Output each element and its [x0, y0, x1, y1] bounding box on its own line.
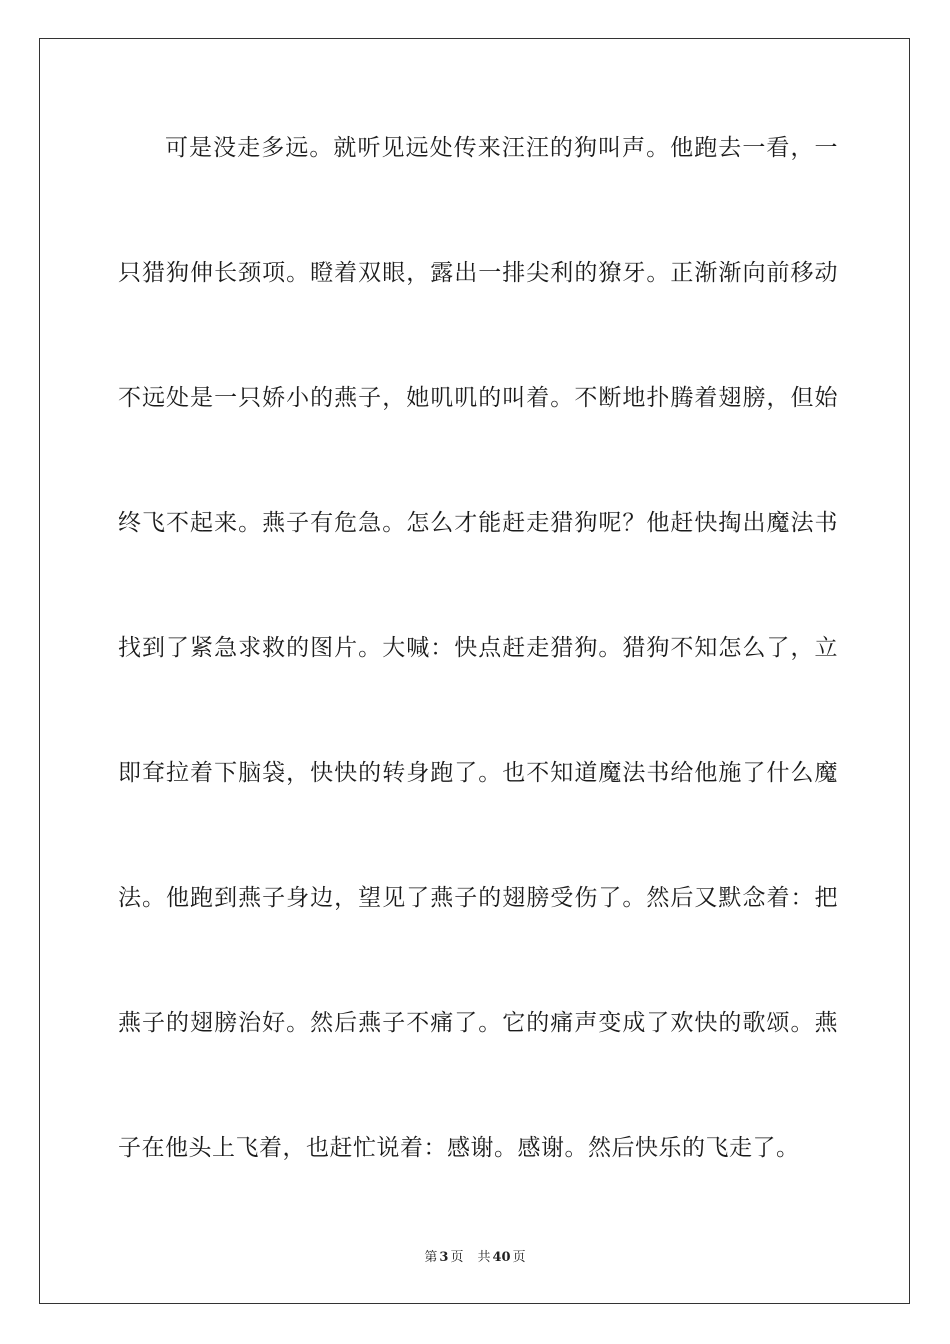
- page-number: 3: [439, 1250, 449, 1265]
- total-suffix: 页: [512, 1250, 526, 1265]
- paragraph-line-2: 只猎狗伸长颈项。瞪着双眼，露出一排尖利的獠牙。正渐渐向前移动: [118, 260, 838, 286]
- paragraph-line-5: 找到了紧急求救的图片。大喊：快点赶走猎狗。猎狗不知怎么了，立: [118, 635, 838, 661]
- total-pages: 40: [492, 1250, 511, 1265]
- paragraph-line-6: 即耷拉着下脑袋，快快的转身跑了。也不知道魔法书给他施了什么魔: [118, 760, 838, 786]
- paragraph-line-7: 法。他跑到燕子身边，望见了燕子的翅膀受伤了。然后又默念着：把: [118, 885, 838, 911]
- page-prefix: 第: [424, 1250, 438, 1265]
- page-footer: [0, 1246, 950, 1265]
- paragraph-line-9: 子在他头上飞着，也赶忙说着：感谢。感谢。然后快乐的飞走了。: [118, 1135, 800, 1161]
- paragraph-line-1: 可是没走多远。就听见远处传来汪汪的狗叫声。他跑去一看，一: [165, 135, 838, 161]
- page-suffix: 页: [450, 1250, 464, 1265]
- paragraph-line-4: 终飞不起来。燕子有危急。怎么才能赶走猎狗呢？他赶快掏出魔法书: [118, 510, 838, 536]
- total-prefix: 共: [477, 1250, 491, 1265]
- paragraph-line-8: 燕子的翅膀治好。然后燕子不痛了。它的痛声变成了欢快的歌颂。燕: [118, 1010, 838, 1036]
- page-frame: [39, 38, 910, 1304]
- paragraph-line-3: 不远处是一只娇小的燕子，她叽叽的叫着。不断地扑腾着翅膀，但始: [118, 385, 838, 411]
